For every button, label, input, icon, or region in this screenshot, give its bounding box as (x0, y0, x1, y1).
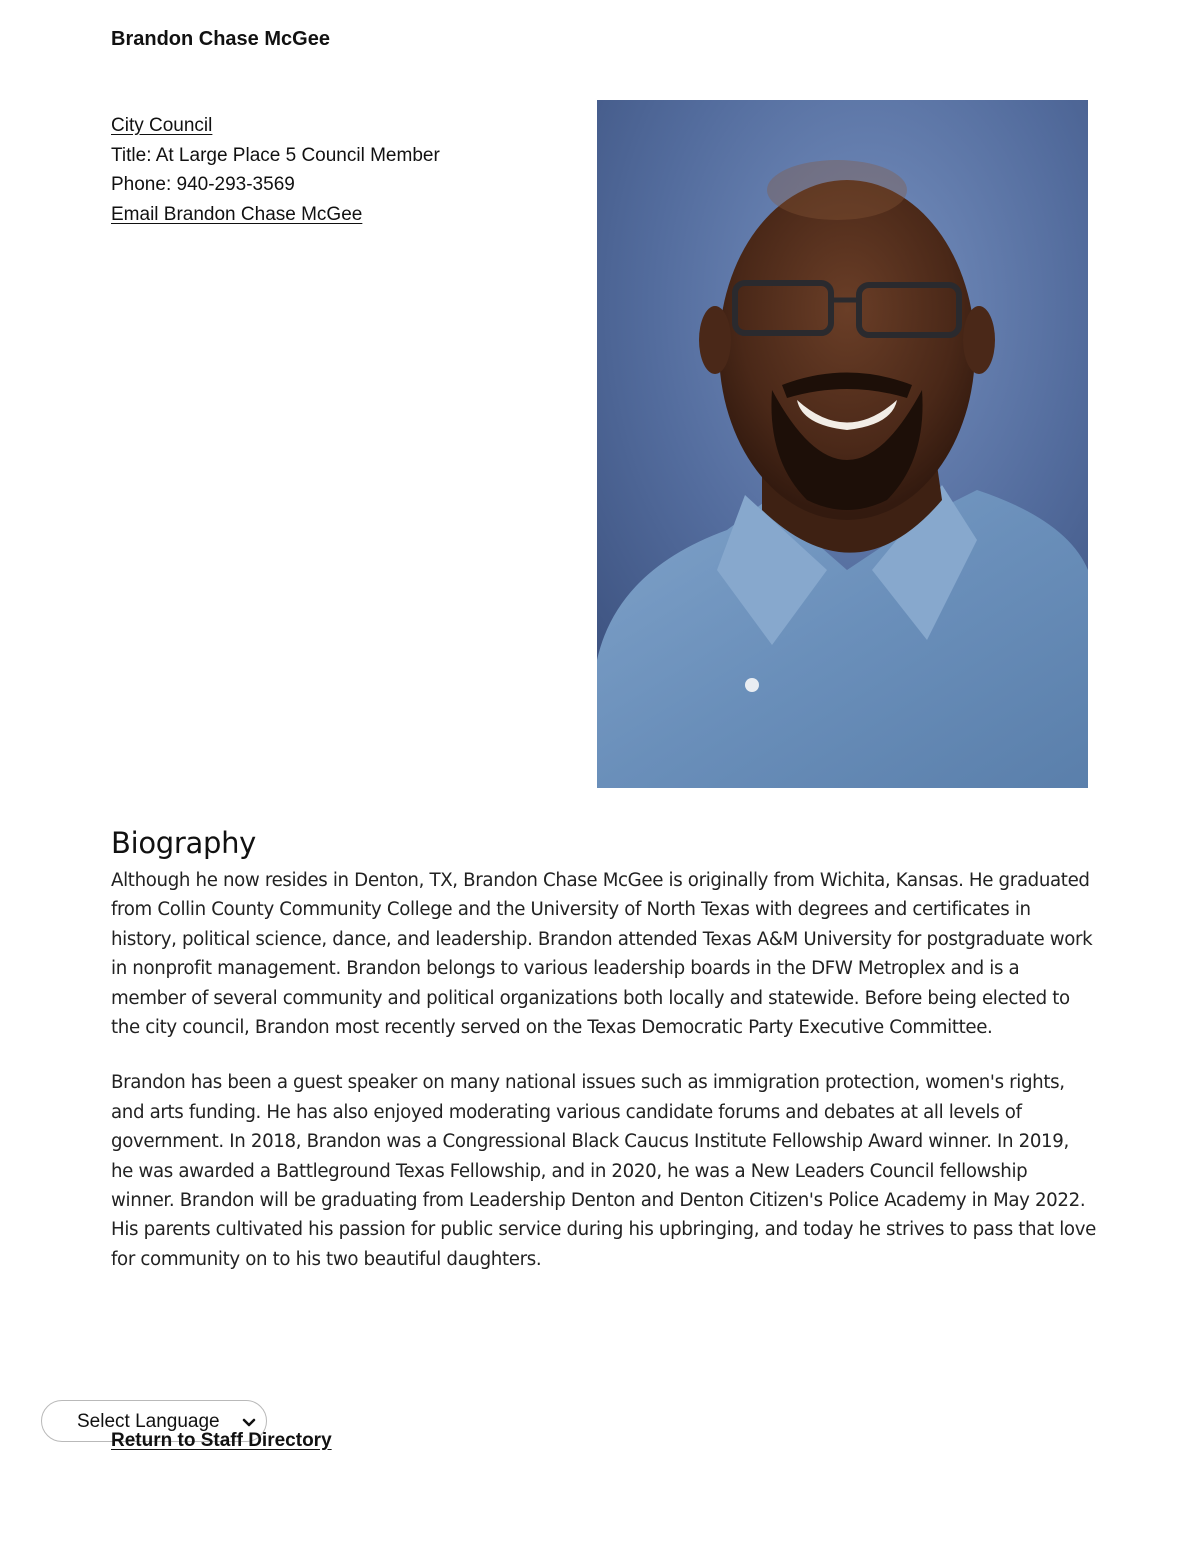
return-to-directory-link[interactable]: Return to Staff Directory (111, 1430, 332, 1451)
biography-paragraph: Although he now resides in Denton, TX, Brandon Chase McGee is originally from Wichita, Kansas. He graduated from Collin County Community College and the University of North Texas with degrees and certificates in history, political science, dance, and leadership. Brandon attended Texas A&M University for postgraduate work in nonprofit management. Brandon belongs to various leadership boards in the DFW Metroplex and is a member of several community and political organizations both locally and statewide. Before being elected to the city council, Brandon most recently served on the Texas Democratic Party Executive Committee. (111, 870, 1093, 1039)
language-select-label: Select Language (77, 1411, 220, 1432)
contact-info (111, 111, 571, 229)
page-title: Brandon Chase McGee (111, 28, 330, 50)
email-link[interactable]: Email Brandon Chase McGee (111, 203, 363, 225)
biography-text (111, 866, 1096, 1300)
biography-paragraph: Brandon has been a guest speaker on many national issues such as immigration protection, women's rights, and arts funding. He has also enjoyed moderating various candidate forums and debates at all levels of government. In 2018, Brandon was a Congressional Black Caucus Institute Fellowship Award winner. In 2019, he was awarded a Battleground Texas Fellowship, and in 2020, he was a New Leaders Council fellowship winner. Brandon will be graduating from Leadership Denton and Denton Citizen's Police Academy in May 2022. His parents cultivated his passion for public service during his upbringing, and today he strives to pass that love for community on to his two beautiful daughters. (111, 1072, 1096, 1270)
title-text: Title: At Large Place 5 Council Member (111, 144, 440, 166)
phone-text: Phone: 940-293-3569 (111, 174, 295, 195)
department-link[interactable]: City Council (111, 115, 213, 136)
biography-heading: Biography (111, 826, 257, 860)
portrait-photo (597, 100, 1088, 788)
